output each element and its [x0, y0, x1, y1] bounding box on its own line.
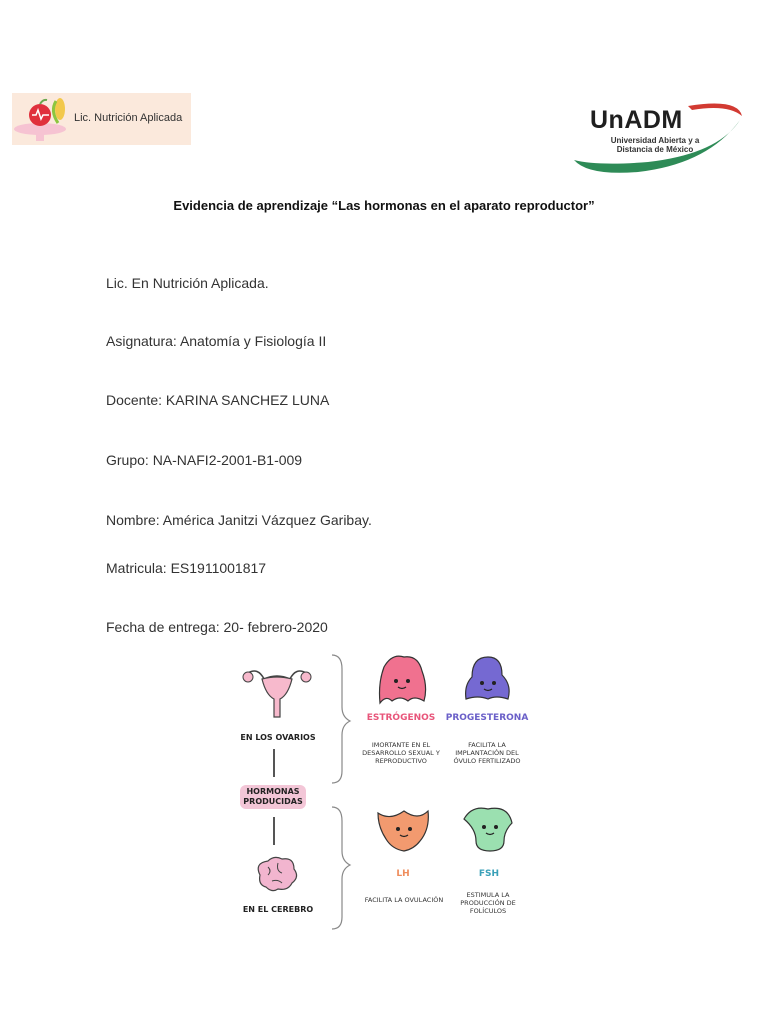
brain-label: EN EL CEREBRO	[242, 905, 314, 914]
connector-line-bottom	[273, 817, 275, 845]
unadm-subtitle: Universidad Abierta y a Distancia de México	[610, 136, 700, 154]
unadm-logo	[568, 98, 746, 178]
brace-lines	[328, 651, 352, 933]
lh-name: LH	[396, 869, 410, 879]
field-id-number: Matricula: ES1911001817	[106, 560, 267, 576]
hormones-produced-label: HORMONAS PRODUCIDAS	[243, 787, 303, 806]
field-subject: Asignatura: Anatomía y Fisiología II	[106, 333, 327, 349]
field-program: Lic. En Nutrición Aplicada.	[106, 275, 269, 291]
uterus-icon	[242, 665, 312, 725]
field-teacher: Docente: KARINA SANCHEZ LUNA	[106, 392, 330, 408]
progesterone-desc: FACILITA LA IMPLANTACIÓN DEL ÓVULO FERTILIZADO	[453, 741, 521, 765]
nutrition-emblem-icon	[12, 93, 72, 145]
nutrition-logo	[12, 93, 191, 145]
estrogen-character-icon	[372, 653, 430, 709]
field-due-date: Fecha de entrega: 20- febrero-2020	[106, 619, 328, 635]
logo-caption: Lic. Nutrición Aplicada	[74, 112, 183, 124]
fsh-name: FSH	[478, 869, 500, 879]
fsh-character-icon	[460, 805, 518, 861]
unadm-brand: UnADM	[590, 106, 683, 134]
fsh-desc: ESTIMULA LA PRODUCCIÓN DE FOLÍCULOS	[460, 891, 516, 915]
brain-icon	[252, 855, 300, 895]
ovaries-label: EN LOS OVARIOS	[240, 733, 316, 742]
progesterone-character-icon	[458, 653, 516, 709]
progesterone-name: PROGESTERONA	[445, 713, 529, 723]
field-name: Nombre: América Janitzi Vázquez Garibay.	[106, 512, 372, 528]
lh-character-icon	[374, 805, 432, 861]
lh-desc: FACILITA LA OVULACIÓN	[364, 896, 444, 904]
connector-line-top	[273, 749, 275, 777]
estrogen-desc: IMORTANTE EN EL DESARROLLO SEXUAL Y REPRODUCTIVO	[362, 741, 440, 765]
hormones-infographic	[232, 645, 532, 935]
document-title: Evidencia de aprendizaje “Las hormonas en el aparato reproductor”	[173, 198, 595, 213]
estrogen-name: ESTRÓGENOS	[366, 713, 436, 723]
field-group: Grupo: NA-NAFI2-2001-B1-009	[106, 452, 303, 468]
